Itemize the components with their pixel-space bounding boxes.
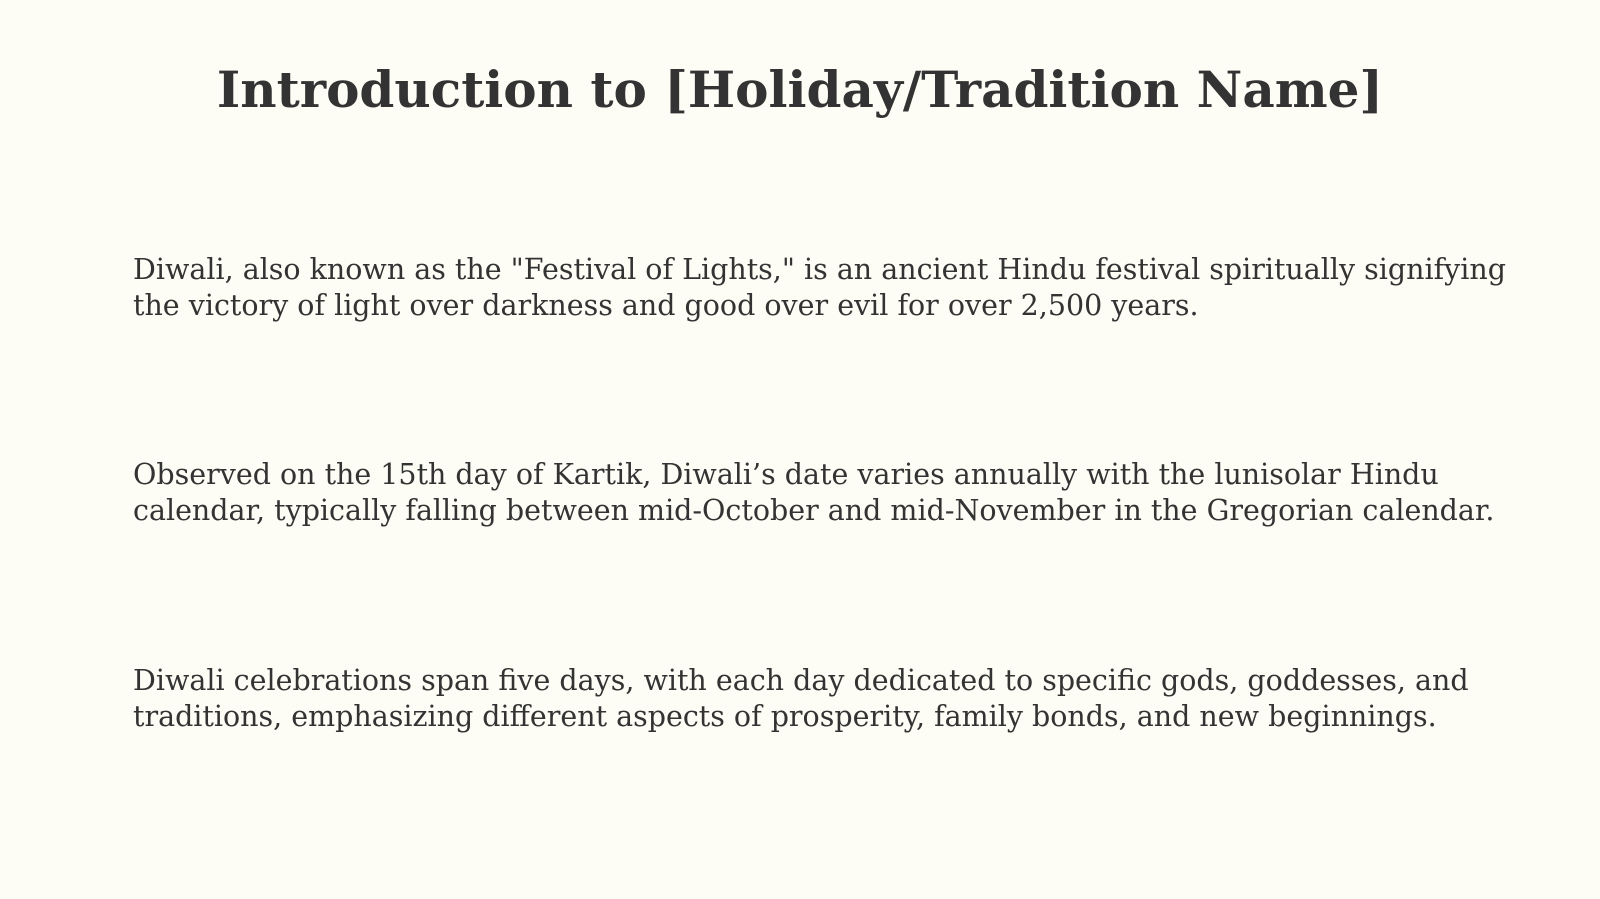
paragraph-line: traditions, emphasizing different aspects of prosperity, family bonds, and new beginnings. xyxy=(133,700,1437,733)
paragraph-diwali-meaning xyxy=(133,252,1513,324)
paragraph-line: Diwali celebrations span five days, with each day dedicated to specific gods, goddesses, and xyxy=(133,664,1469,697)
paragraph-diwali-date xyxy=(133,457,1513,529)
paragraph-line: the victory of light over darkness and good over evil for over 2,500 years. xyxy=(133,289,1199,322)
slide-title: Introduction to [Holiday/Tradition Name] xyxy=(216,60,1384,119)
paragraph-line: Diwali, also known as the "Festival of Lights," is an ancient Hindu festival spiritually signifying xyxy=(133,253,1506,286)
paragraph-line: calendar, typically falling between mid-October and mid-November in the Gregorian calendar. xyxy=(133,494,1495,527)
paragraph-diwali-celebrations xyxy=(133,663,1513,735)
paragraph-line: Observed on the 15th day of Kartik, Diwali’s date varies annually with the lunisolar Hindu xyxy=(133,458,1439,491)
